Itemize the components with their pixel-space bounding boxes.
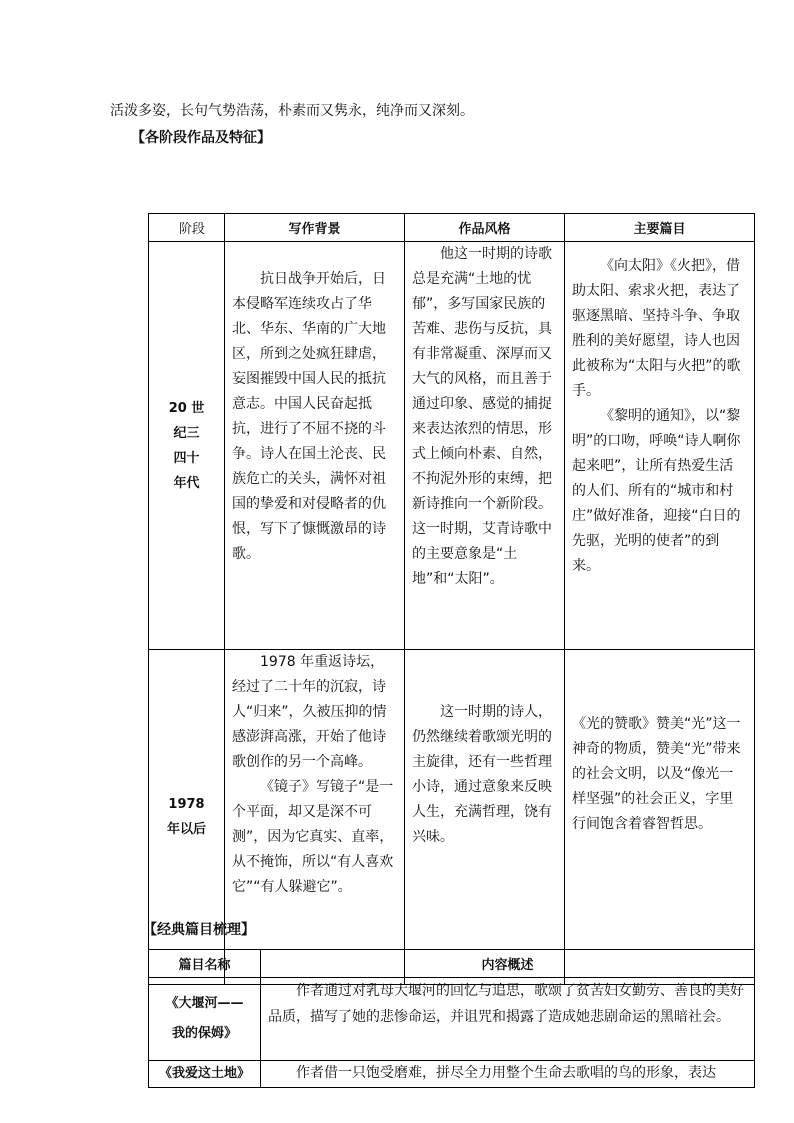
intro-paragraph: 活泼多姿，长句气势浩荡，朴素而又隽永，纯净而又深刻。 [110, 103, 474, 119]
summary-cell [261, 978, 755, 1061]
title-line: 《我爱这土地》 [158, 1066, 250, 1081]
title-cell [149, 1061, 261, 1088]
summary-text: 作者借一只饱受磨难，拼尽全力用整个生命去歌唱的鸟的形象，表达 [296, 1065, 716, 1081]
title-line: 我的保姆》 [171, 1026, 237, 1041]
style-text: 他这一时期的诗歌总是充满“土地的忧郁”，多写国家民族的苦难、悲伤与反抗，具有非常凝重、深厚而又大气的风格，而且善于通过印象、感觉的捕捉来表达浓烈的情思，形式上倾向朴素、自然，不拘泥外形的束缚，把新诗推向一个新阶段。这一时期，艾青诗歌中的主要意象是“土地”和“太阳”。 [412, 246, 552, 587]
style-cell [405, 242, 565, 650]
stage-line: 年以后 [166, 822, 206, 837]
section-heading-classics: 【经典篇目梳理】 [143, 922, 255, 938]
works-text: 《向太阳》《火把》，借助太阳、索求火把，表达了驱逐黑暗、坚持斗争、争取胜利的美好愿望，诗人也因此被称为“太阳与火把”的歌手。 [572, 258, 741, 399]
works-cell [565, 242, 755, 650]
table-row [149, 978, 755, 1061]
stage-cell [149, 242, 225, 650]
title-line: 《大堰河—— [165, 996, 244, 1011]
header-background: 写作背景 [225, 214, 405, 242]
classic-works-table [148, 949, 755, 1088]
stage-line: 年代 [173, 475, 200, 491]
stage-line: 纪三 [173, 425, 200, 441]
background-text: 1978 年重返诗坛，经过了二十年的沉寂，诗人“归来”，久被压抑的情感澎湃高涨，开始了他诗歌创作的另一个高峰。 [232, 654, 387, 770]
header-summary: 内容概述 [261, 950, 755, 978]
summary-text: 作者通过对乳母大堰河的回忆与追思，歌颂了贫苦妇女勤劳、善良的美好品质，描写了她的悲惨命运，并诅咒和揭露了造成她悲剧命运的黑暗社会。 [268, 983, 744, 1025]
table-row [149, 242, 755, 650]
background-cell [225, 242, 405, 650]
works-text: 《黎明的通知》，以“黎明”的口吻，呼唤“诗人啊你起来吧”，让所有热爱生活的人们、所有的“城市和村庄”做好准备，迎接“白日的先驱，光明的使者”的到来。 [572, 408, 741, 574]
background-text: 抗日战争开始后，日本侵略军连续攻占了华北、华东、华南的广大地区，所到之处疯狂肆虐，妄图摧毁中国人民的抵抗意志。中国人民奋起抵抗，进行了不屈不挠的斗争。诗人在国土沦丧、民族危亡的关头，满怀对祖国的挚爱和对侵略者的仇恨，写下了慷慨激昂的诗歌。 [232, 271, 386, 562]
works-cell [565, 650, 755, 985]
style-cell [405, 650, 565, 985]
style-text: 这一时期的诗人，仍然继续着歌颂光明的主旋律，还有一些哲理小诗，通过意象来反映人生，充满哲理，饶有兴味。 [412, 704, 552, 845]
table-row [149, 1061, 755, 1088]
section-heading-stages: 【各阶段作品及特征】 [131, 130, 271, 146]
header-style: 作品风格 [405, 214, 565, 242]
background-text: 《镜子》写镜子“是一个平面，却又是深不可测”，因为它真实、直率，从不掩饰，所以“有人喜欢它”“有人躲避它”。 [232, 779, 394, 895]
works-text: 《光的赞歌》赞美“光”这一神奇的物质，赞美“光”带来的社会文明，以及“像光一样坚强”的社会正义，字里行间饱含着睿智哲思。 [572, 716, 741, 832]
header-title: 篇目名称 [149, 950, 261, 978]
title-cell [149, 978, 261, 1061]
stage-line: 1978 [168, 797, 205, 812]
table-header-row [149, 950, 755, 978]
stage-line: 四十 [173, 450, 200, 466]
stage-works-table [148, 213, 755, 985]
stage-line: 20 世 [168, 400, 205, 416]
table-header-row [149, 214, 755, 242]
header-works: 主要篇目 [565, 214, 755, 242]
header-stage: 阶段 [149, 214, 225, 242]
summary-cell [261, 1061, 755, 1088]
